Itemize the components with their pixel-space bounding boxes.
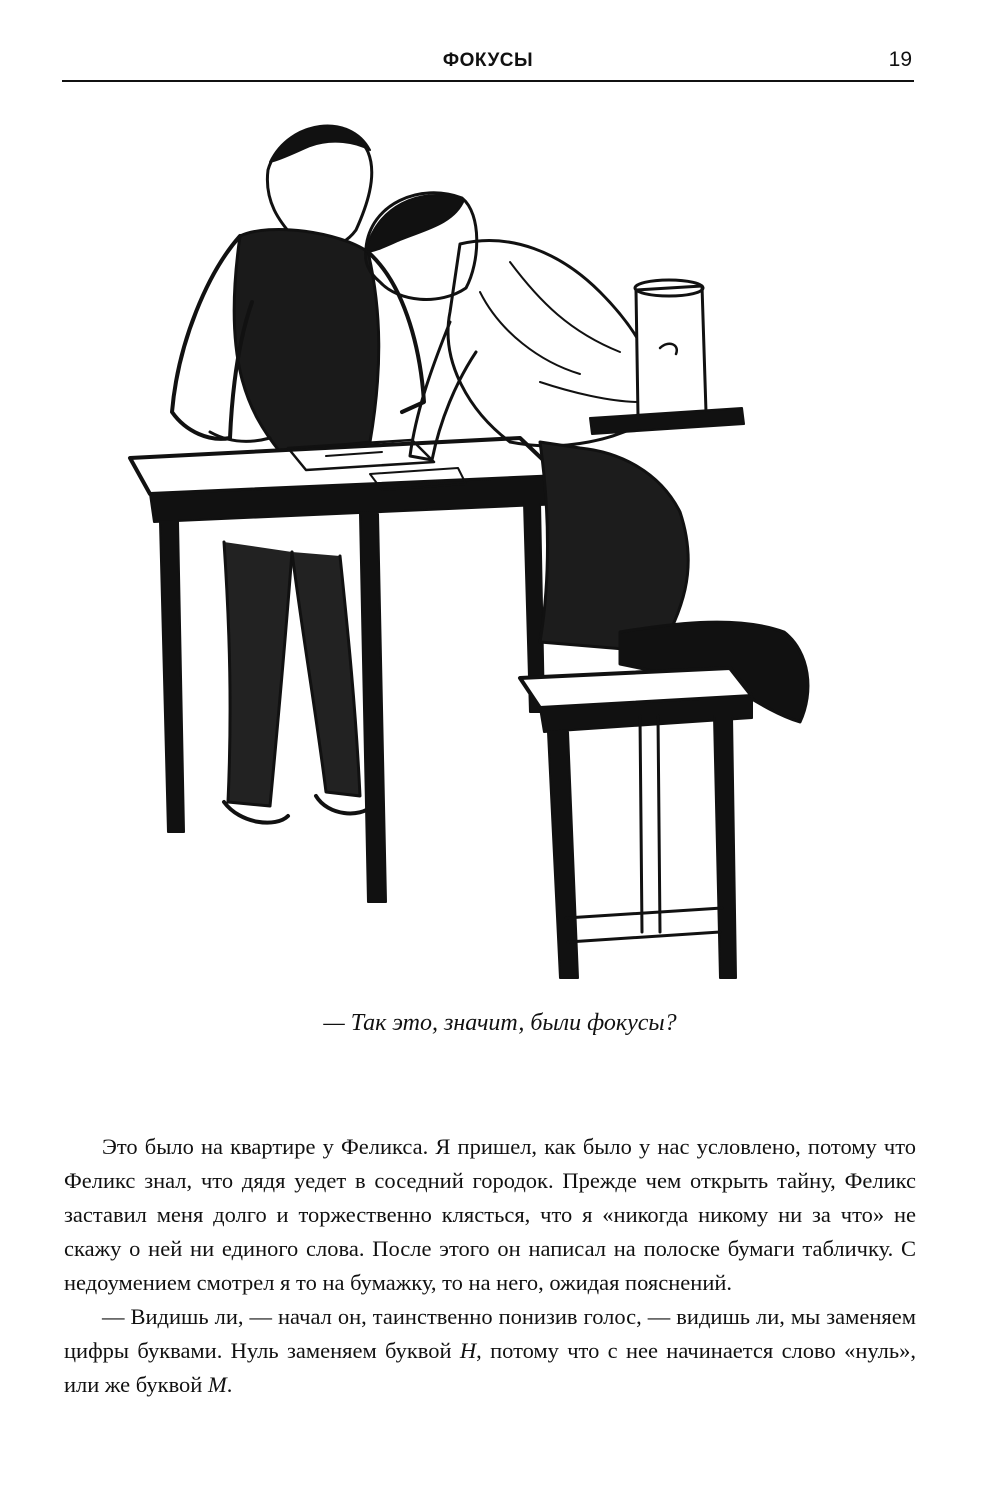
page-number: 19 bbox=[888, 48, 912, 71]
letter-h: Н bbox=[459, 1338, 477, 1363]
paragraph-2-part-c: . bbox=[226, 1372, 233, 1397]
paragraph-2-part-a: — Видишь ли, — начал он, таинственно понизив голос, — видишь ли, мы заменяем цифры буквами. Нуль заменяем буквой bbox=[64, 1304, 916, 1363]
paragraph-2-part-b: , потому что с нее начинается слово «нуль», или же буквой bbox=[64, 1338, 916, 1397]
paragraph-1: Это было на квартире у Феликса. Я пришел, как было у нас условлено, потому что Феликс знал, что дядя уедет в соседний городок. Прежде чем открыть тайну, Феликс заставил меня долго и торжественно клясться, что я «никогда никому ни за что» не скажу о ней ни единого слова. После этого он написал на полоске бумаги табличку. С недоумением смотрел я то на бумажку, то на него, ожидая пояснений. bbox=[64, 1134, 916, 1295]
body-text bbox=[64, 1130, 916, 1402]
ink-drawing-two-boys-at-table-icon bbox=[120, 112, 840, 992]
running-head bbox=[62, 46, 914, 82]
letter-m: М bbox=[207, 1372, 227, 1397]
paragraph-2 bbox=[64, 1300, 916, 1402]
illustration-caption: — Так это, значит, были фокусы? bbox=[323, 1010, 677, 1036]
running-title: ФОКУСЫ bbox=[442, 50, 534, 71]
